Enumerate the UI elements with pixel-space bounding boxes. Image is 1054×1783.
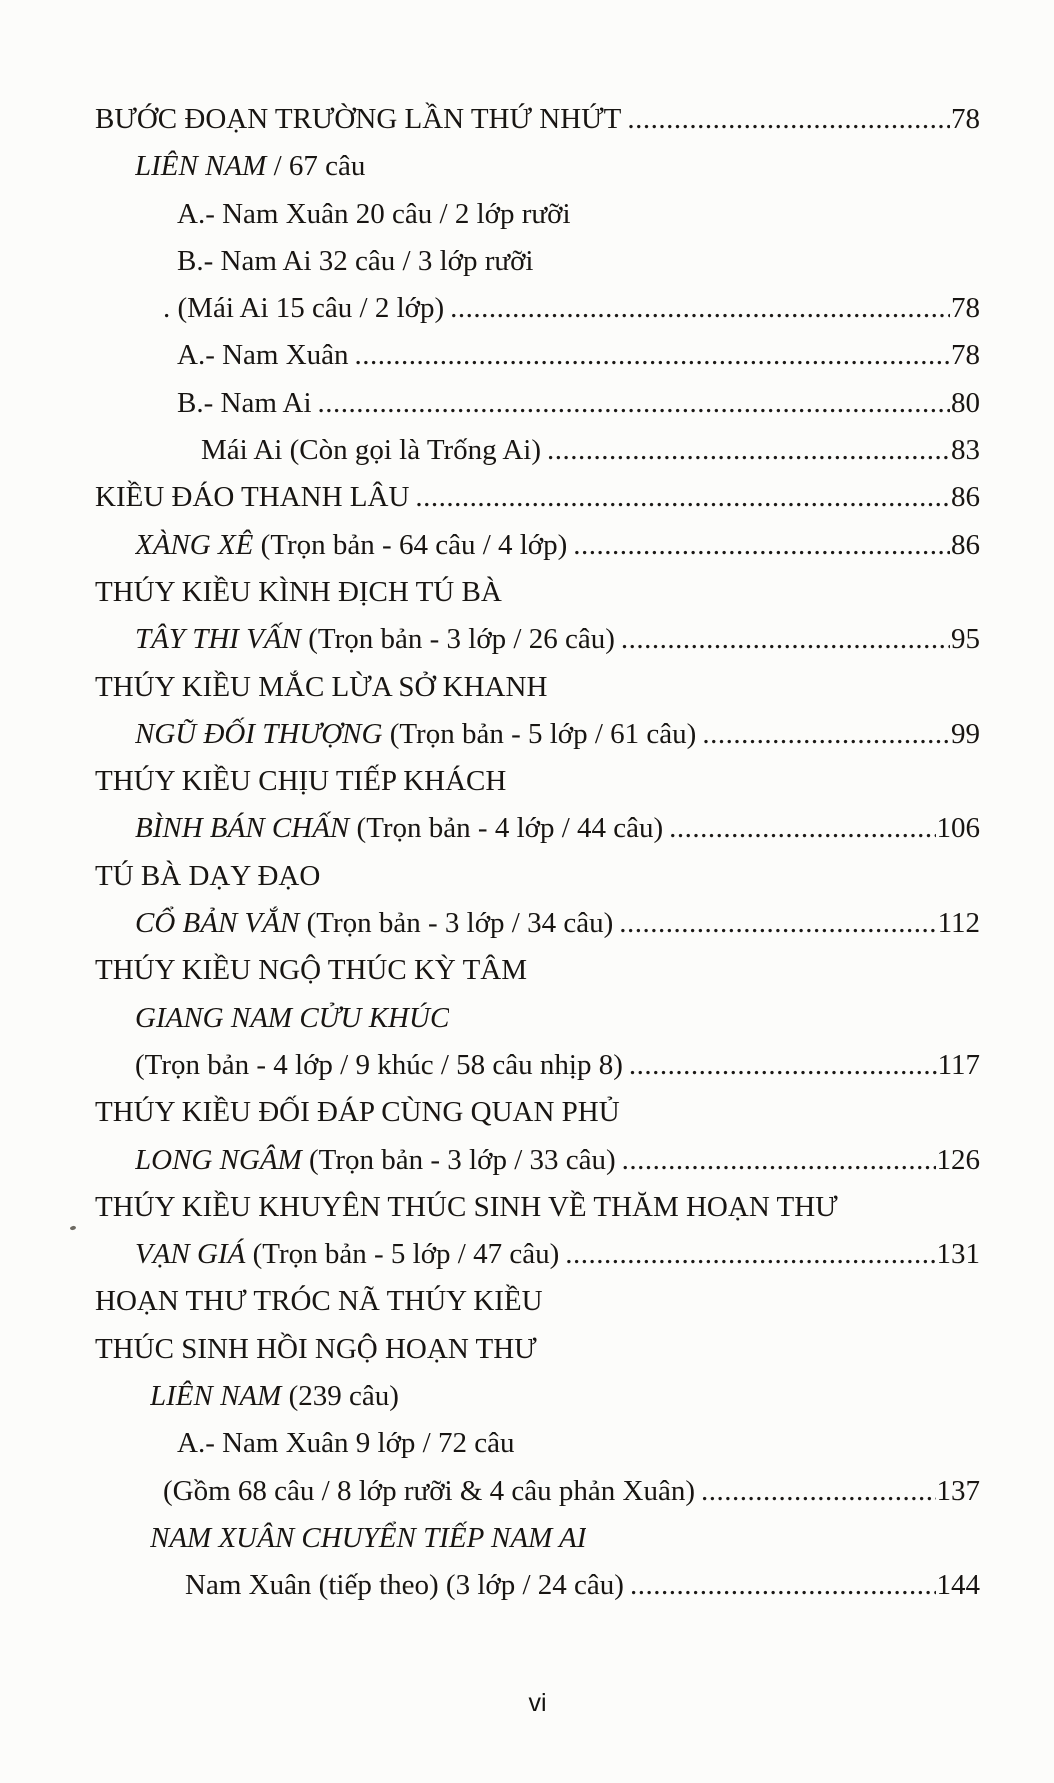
- toc-entry-title-italic: BÌNH BÁN CHẤN: [135, 812, 350, 845]
- toc-entry: [95, 143, 980, 190]
- toc-entry-text: B.- Nam Ai: [177, 386, 312, 419]
- toc-list: [95, 96, 980, 1610]
- toc-page-number: 137: [936, 1474, 980, 1507]
- toc-entry-label: [177, 332, 349, 379]
- toc-entry: [95, 853, 980, 900]
- toc-entry: [95, 238, 980, 285]
- toc-entry-title-italic: LIÊN NAM: [135, 150, 267, 183]
- toc-page-number: 80: [951, 386, 980, 419]
- dot-leader: [622, 1137, 936, 1184]
- toc-entry: [95, 427, 980, 474]
- toc-entry: [95, 1089, 980, 1136]
- toc-entry-text: (Trọn bản - 5 lớp / 61 câu): [382, 717, 697, 750]
- toc-entry: [95, 1420, 980, 1467]
- toc-entry-label: [95, 758, 506, 805]
- toc-entry-text: THÚY KIỀU KÌNH ĐỊCH TÚ BÀ: [95, 575, 502, 608]
- dot-leader: [318, 380, 950, 427]
- toc-entry-text: (Trọn bản - 3 lớp / 34 câu): [299, 907, 614, 940]
- toc-entry-text: THÚY KIỀU KHUYÊN THÚC SINH VỀ THĂM HOẠN THƯ: [95, 1190, 838, 1223]
- toc-entry: [95, 664, 980, 711]
- toc-entry-text: THÚY KIỀU NGỘ THÚC KỲ TÂM: [95, 954, 528, 987]
- toc-entry: [95, 805, 980, 852]
- toc-entry: [95, 1562, 980, 1609]
- toc-entry-label: [95, 1326, 537, 1373]
- toc-page-number: 131: [936, 1238, 980, 1271]
- toc-page-number: 99: [951, 717, 980, 750]
- toc-entry: [95, 474, 980, 521]
- toc-page-number: 78: [951, 292, 980, 325]
- dot-leader: [573, 522, 950, 569]
- dot-leader: [629, 1042, 937, 1089]
- toc-entry: [95, 616, 980, 663]
- toc-entry-label: [95, 474, 409, 521]
- toc-entry-text: (239 câu): [281, 1380, 399, 1413]
- toc-entry: [95, 995, 980, 1042]
- toc-entry-label: [95, 1184, 838, 1231]
- toc-entry: [95, 1373, 980, 1420]
- toc-page-number: 95: [951, 623, 980, 656]
- toc-page-number: 144: [936, 1569, 980, 1602]
- toc-entry: [95, 380, 980, 427]
- toc-entry: [95, 1184, 980, 1231]
- toc-entry-text: HOẠN THƯ TRÓC NÃ THÚY KIỀU: [95, 1285, 543, 1318]
- toc-entry: [95, 569, 980, 616]
- toc-entry-label: [135, 522, 567, 569]
- toc-entry: [95, 522, 980, 569]
- toc-entry-label: [95, 947, 527, 994]
- toc-entry-label: [95, 1089, 620, 1136]
- toc-entry-title-italic: GIANG NAM CỬU KHÚC: [135, 1001, 450, 1034]
- toc-entry-title-italic: NGŨ ĐỐI THƯỢNG: [135, 717, 383, 750]
- toc-entry-text: (Trọn bản - 4 lớp / 44 câu): [349, 812, 664, 845]
- toc-entry-label: [135, 1231, 559, 1278]
- dot-leader: [702, 711, 950, 758]
- toc-entry-text: (Trọn bản - 5 lớp / 47 câu): [245, 1238, 560, 1271]
- toc-entry-title-italic: LONG NGÂM: [135, 1143, 302, 1176]
- toc-entry-label: [177, 238, 533, 285]
- toc-entry-label: [135, 805, 663, 852]
- toc-entry-text: BƯỚC ĐOẠN TRƯỜNG LẦN THỨ NHỨT: [95, 103, 622, 135]
- toc-page-number: 106: [936, 812, 980, 845]
- toc-page-number: 78: [951, 103, 980, 135]
- toc-entry: [95, 1468, 980, 1515]
- toc-entry: [95, 285, 980, 332]
- toc-entry-text: (Trọn bản - 3 lớp / 26 câu): [300, 623, 615, 656]
- toc-entry-text: (Trọn bản - 3 lớp / 33 câu): [301, 1143, 616, 1176]
- page-folio: vi: [528, 1689, 547, 1717]
- dot-leader: [450, 285, 950, 332]
- toc-entry-label: [177, 1420, 514, 1467]
- toc-entry-title-italic: XÀNG XÊ: [135, 528, 254, 561]
- dot-leader: [619, 900, 936, 947]
- toc-page-number: 83: [951, 434, 980, 467]
- toc-entry-text: TÚ BÀ DẠY ĐẠO: [95, 859, 321, 892]
- toc-entry-text: (Gồm 68 câu / 8 lớp rưỡi & 4 câu phản Xuân): [163, 1474, 696, 1507]
- toc-entry: [95, 1326, 980, 1373]
- scan-speck: [70, 1225, 77, 1230]
- toc-entry-label: [163, 285, 444, 332]
- dot-leader: [547, 427, 950, 474]
- toc-entry-text: A.- Nam Xuân 9 lớp / 72 câu: [177, 1427, 515, 1460]
- toc-entry-label: [95, 1278, 543, 1325]
- toc-entry-text: THÚY KIỀU CHỊU TIẾP KHÁCH: [95, 765, 507, 798]
- toc-entry-label: [135, 995, 449, 1042]
- toc-entry-label: [201, 427, 541, 474]
- toc-entry-text: . (Mái Ai 15 câu / 2 lớp): [163, 292, 445, 325]
- toc-entry-text: Mái Ai (Còn gọi là Trống Ai): [201, 434, 541, 467]
- toc-entry-label: [135, 900, 613, 947]
- toc-entry-text: / 67 câu: [266, 150, 366, 183]
- toc-entry-label: [95, 664, 547, 711]
- toc-entry-title-italic: CỔ BẢN VẮN: [135, 907, 300, 940]
- toc-entry-label: [177, 191, 571, 238]
- dot-leader: [669, 805, 935, 852]
- dot-leader: [621, 616, 950, 663]
- toc-entry-label: [185, 1562, 624, 1609]
- toc-entry: [95, 191, 980, 238]
- toc-entry-title-italic: NAM XUÂN CHUYỂN TIẾP NAM AI: [150, 1521, 587, 1554]
- toc-entry-label: [177, 380, 312, 427]
- toc-entry-title-italic: TÂY THI VẤN: [135, 623, 301, 656]
- dot-leader: [355, 332, 950, 379]
- toc-entry-label: [150, 1515, 586, 1562]
- toc-entry: [95, 1515, 980, 1562]
- toc-entry: [95, 1137, 980, 1184]
- toc-page-number: 86: [951, 528, 980, 561]
- toc-entry: [95, 1278, 980, 1325]
- toc-entry-text: THÚY KIỀU MẮC LỪA SỞ KHANH: [95, 670, 548, 703]
- toc-entry-label: [135, 711, 696, 758]
- toc-entry-label: [150, 1373, 399, 1420]
- toc-entry-text: (Trọn bản - 4 lớp / 9 khúc / 58 câu nhịp 8): [135, 1048, 623, 1081]
- dot-leader: [415, 474, 950, 521]
- toc-entry: [95, 947, 980, 994]
- toc-entry: [95, 1042, 980, 1089]
- toc-entry-label: [95, 96, 621, 143]
- dot-leader: [627, 96, 950, 143]
- toc-entry: [95, 758, 980, 805]
- toc-entry: [95, 711, 980, 758]
- toc-entry: [95, 332, 980, 379]
- toc-entry-label: [163, 1468, 695, 1515]
- dot-leader: [630, 1562, 936, 1609]
- dot-leader: [701, 1468, 935, 1515]
- toc-entry: [95, 900, 980, 947]
- toc-entry-text: A.- Nam Xuân 20 câu / 2 lớp rưỡi: [177, 197, 571, 230]
- toc-page-number: 112: [937, 907, 980, 940]
- toc-entry-label: [135, 1137, 616, 1184]
- toc-entry-label: [95, 569, 502, 616]
- toc-page-number: 126: [936, 1143, 980, 1176]
- toc-entry-title-italic: VẠN GIÁ: [135, 1238, 246, 1271]
- toc-entry-text: THÚC SINH HỒI NGỘ HOẠN THƯ: [95, 1332, 537, 1365]
- toc-entry-title-italic: LIÊN NAM: [150, 1380, 282, 1413]
- toc-entry-text: THÚY KIỀU ĐỐI ĐÁP CÙNG QUAN PHỦ: [95, 1096, 620, 1129]
- toc-entry-label: [135, 1042, 623, 1089]
- toc-page-number: 86: [951, 481, 980, 514]
- toc-entry-text: B.- Nam Ai 32 câu / 3 lớp rưỡi: [177, 244, 534, 277]
- toc-page-number: 78: [951, 339, 980, 372]
- toc-entry-text: Nam Xuân (tiếp theo) (3 lớp / 24 câu): [185, 1569, 624, 1602]
- toc-entry: [95, 96, 980, 143]
- toc-entry-text: (Trọn bản - 64 câu / 4 lớp): [253, 528, 568, 561]
- toc-page-number: 117: [937, 1048, 980, 1081]
- toc-entry-text: KIỀU ĐÁO THANH LÂU: [95, 481, 410, 514]
- toc-entry-text: A.- Nam Xuân: [177, 339, 349, 372]
- toc-entry-label: [135, 616, 615, 663]
- toc-entry-label: [135, 143, 365, 190]
- toc-entry: [95, 1231, 980, 1278]
- toc-entry-label: [95, 853, 320, 900]
- dot-leader: [565, 1231, 935, 1278]
